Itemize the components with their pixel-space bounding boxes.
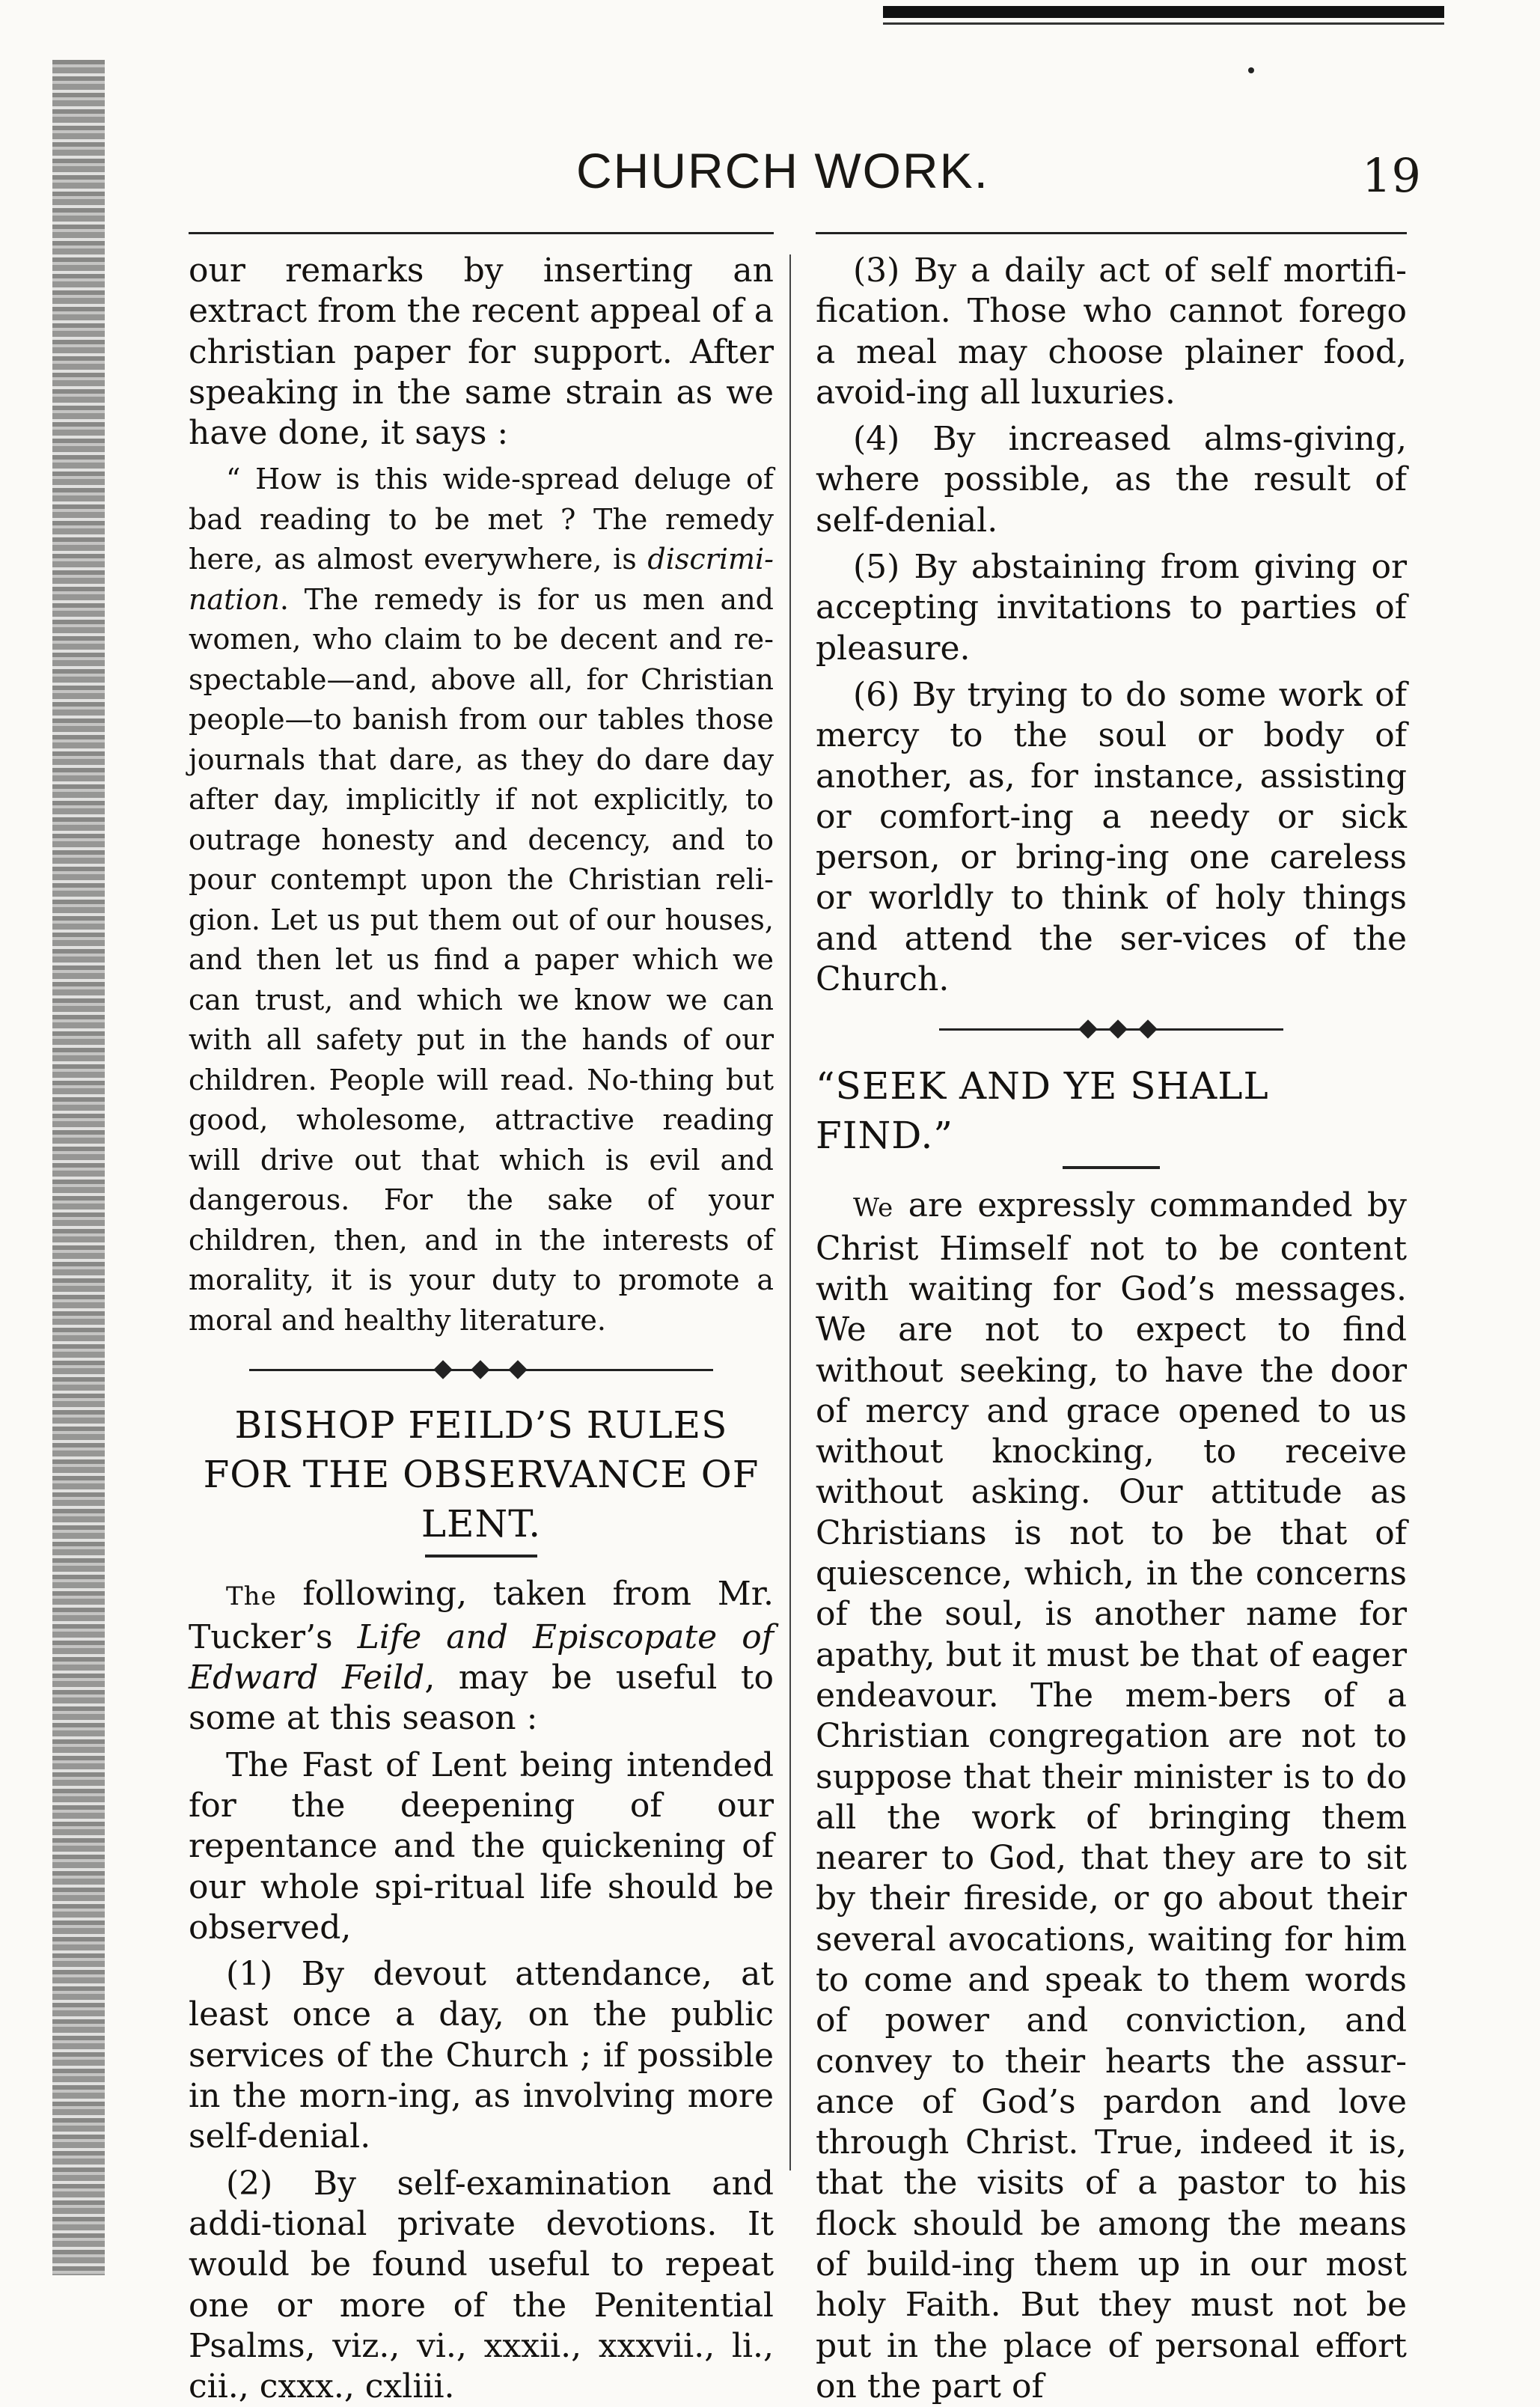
- column-divider: [789, 254, 791, 2170]
- header-rule-left: [189, 232, 774, 234]
- page-number: 19: [1362, 148, 1421, 203]
- page-binding-edge: [52, 60, 105, 2275]
- ink-dot: [1248, 67, 1254, 73]
- quote-text-b: . The remedy is for us men and women, who claim to be decent and re-spectable—and, above all, for Christian people—to banish from our tables those journals that dare, as they do dare day after day, implicitly if not explicitly, to outrage honesty and decency, and to pour contempt upon the Christian reli-gion. Let us put them out of our houses, and then let us find a paper which we can trust, and which we know we can with all safety put in the hands of our children. People will read. No-thing but good, wholesome, attractive reading will drive out that which is evil and dangerous. For the sake of your children, then, and in the interests of morality, it is your duty to promote a moral and healthy literature.: [189, 582, 774, 1337]
- top-rule-thin: [883, 22, 1444, 25]
- left-column: [189, 251, 774, 2407]
- quoted-extract: [189, 460, 774, 1340]
- short-rule: [425, 1555, 537, 1558]
- rule-6: (6) By trying to do some work of mercy to the soul or body of another, as, for instance, assisting or comfort-ing a needy or sick person, or bring-ing one careless or worldly to think of holy things and attend the ser-vices of the Church.: [816, 675, 1407, 999]
- rule-1: (1) By devout attendance, at least once a day, on the public services of the Church ; if possible in the morn-ing, as involving more self-denial.: [189, 1955, 774, 2156]
- drop-cap-word: The: [226, 1581, 277, 1612]
- rule-3: (3) By a daily act of self mortifi-fication. Those who cannot forego a meal may choose plainer food, avoid-ing all luxuries.: [816, 251, 1407, 412]
- paragraph-intro: our remarks by inserting an extract from the recent appeal of a christian paper for support. After speaking in the same strain as we have done, it says :: [189, 251, 774, 453]
- right-column: [816, 251, 1407, 2407]
- top-rule: [883, 6, 1444, 18]
- seek-body-text: are expressly commanded by Christ Himself not to be content with waiting for God’s messages. We are not to expect to find without seeking, to have the door of mercy and grace opened to us without knocking, to receive without asking. Our attitude as Christians is not to be that of quiescence, which, in the concerns of the soul, is another name for apathy, but it must be that of eager endeavour. The mem-bers of a Christian congregation are not to suppose that their minister is to do all the work of bringing them nearer to God, that they are to sit by their fireside, or go about their several avocations, waiting for him to come and speak to them words of power and conviction, and convey to their hearts the assur-ance of God’s pardon and love through Christ. True, indeed it is, that the visits of a pastor to his flock should be among the means of build-ing them up in our most holy Faith. But they must not be put in the place of personal effort on the part of: [816, 1186, 1407, 2406]
- book-title: Life and Episcopate of Edward Feild: [189, 1617, 774, 1697]
- quote-text-a: “ How is this wide-spread deluge of bad reading to be met ? The remedy here, as almost everywhere, is: [189, 463, 774, 576]
- section-ornament: [249, 1357, 713, 1384]
- rule-2: (2) By self-examination and addi-tional private devotions. It would be found useful to repeat one or more of the Penitential Psalms, viz., vi., xxxii., xxxvii., li., cii., cxxx., cxliii.: [189, 2164, 774, 2406]
- short-rule-right: [1063, 1166, 1160, 1169]
- quote-emphasis: discrimi-nation: [189, 543, 774, 616]
- paragraph-fast: The Fast of Lent being intended for the deepening of our repentance and the quickening of our whole spi-ritual life should be observed,: [189, 1745, 774, 1947]
- running-head: CHURCH WORK.: [576, 143, 989, 198]
- intro-text-b: , may be useful to some at this season :: [189, 1659, 774, 1738]
- section-title-lent-rules: BISHOP FEILD’S RULES FOR THE OBSERVANCE OF LENT.: [203, 1403, 760, 1546]
- header-rule-right: [816, 232, 1407, 234]
- rule-5: (5) By abstaining from giving or accepting invitations to parties of pleasure.: [816, 548, 1407, 668]
- section-ornament-right: [939, 1016, 1283, 1043]
- rule-4: (4) By increased alms-giving, where possible, as the result of self-denial.: [816, 420, 1407, 540]
- section-title-seek: “SEEK AND YE SHALL FIND.”: [816, 1064, 1269, 1158]
- paragraph-seek: [816, 1186, 1407, 2407]
- drop-cap-word-right: We: [853, 1193, 894, 1224]
- intro-text-a: following, taken from Mr. Tucker’s: [189, 1575, 774, 1656]
- paragraph-intro-lent: [189, 1574, 774, 1739]
